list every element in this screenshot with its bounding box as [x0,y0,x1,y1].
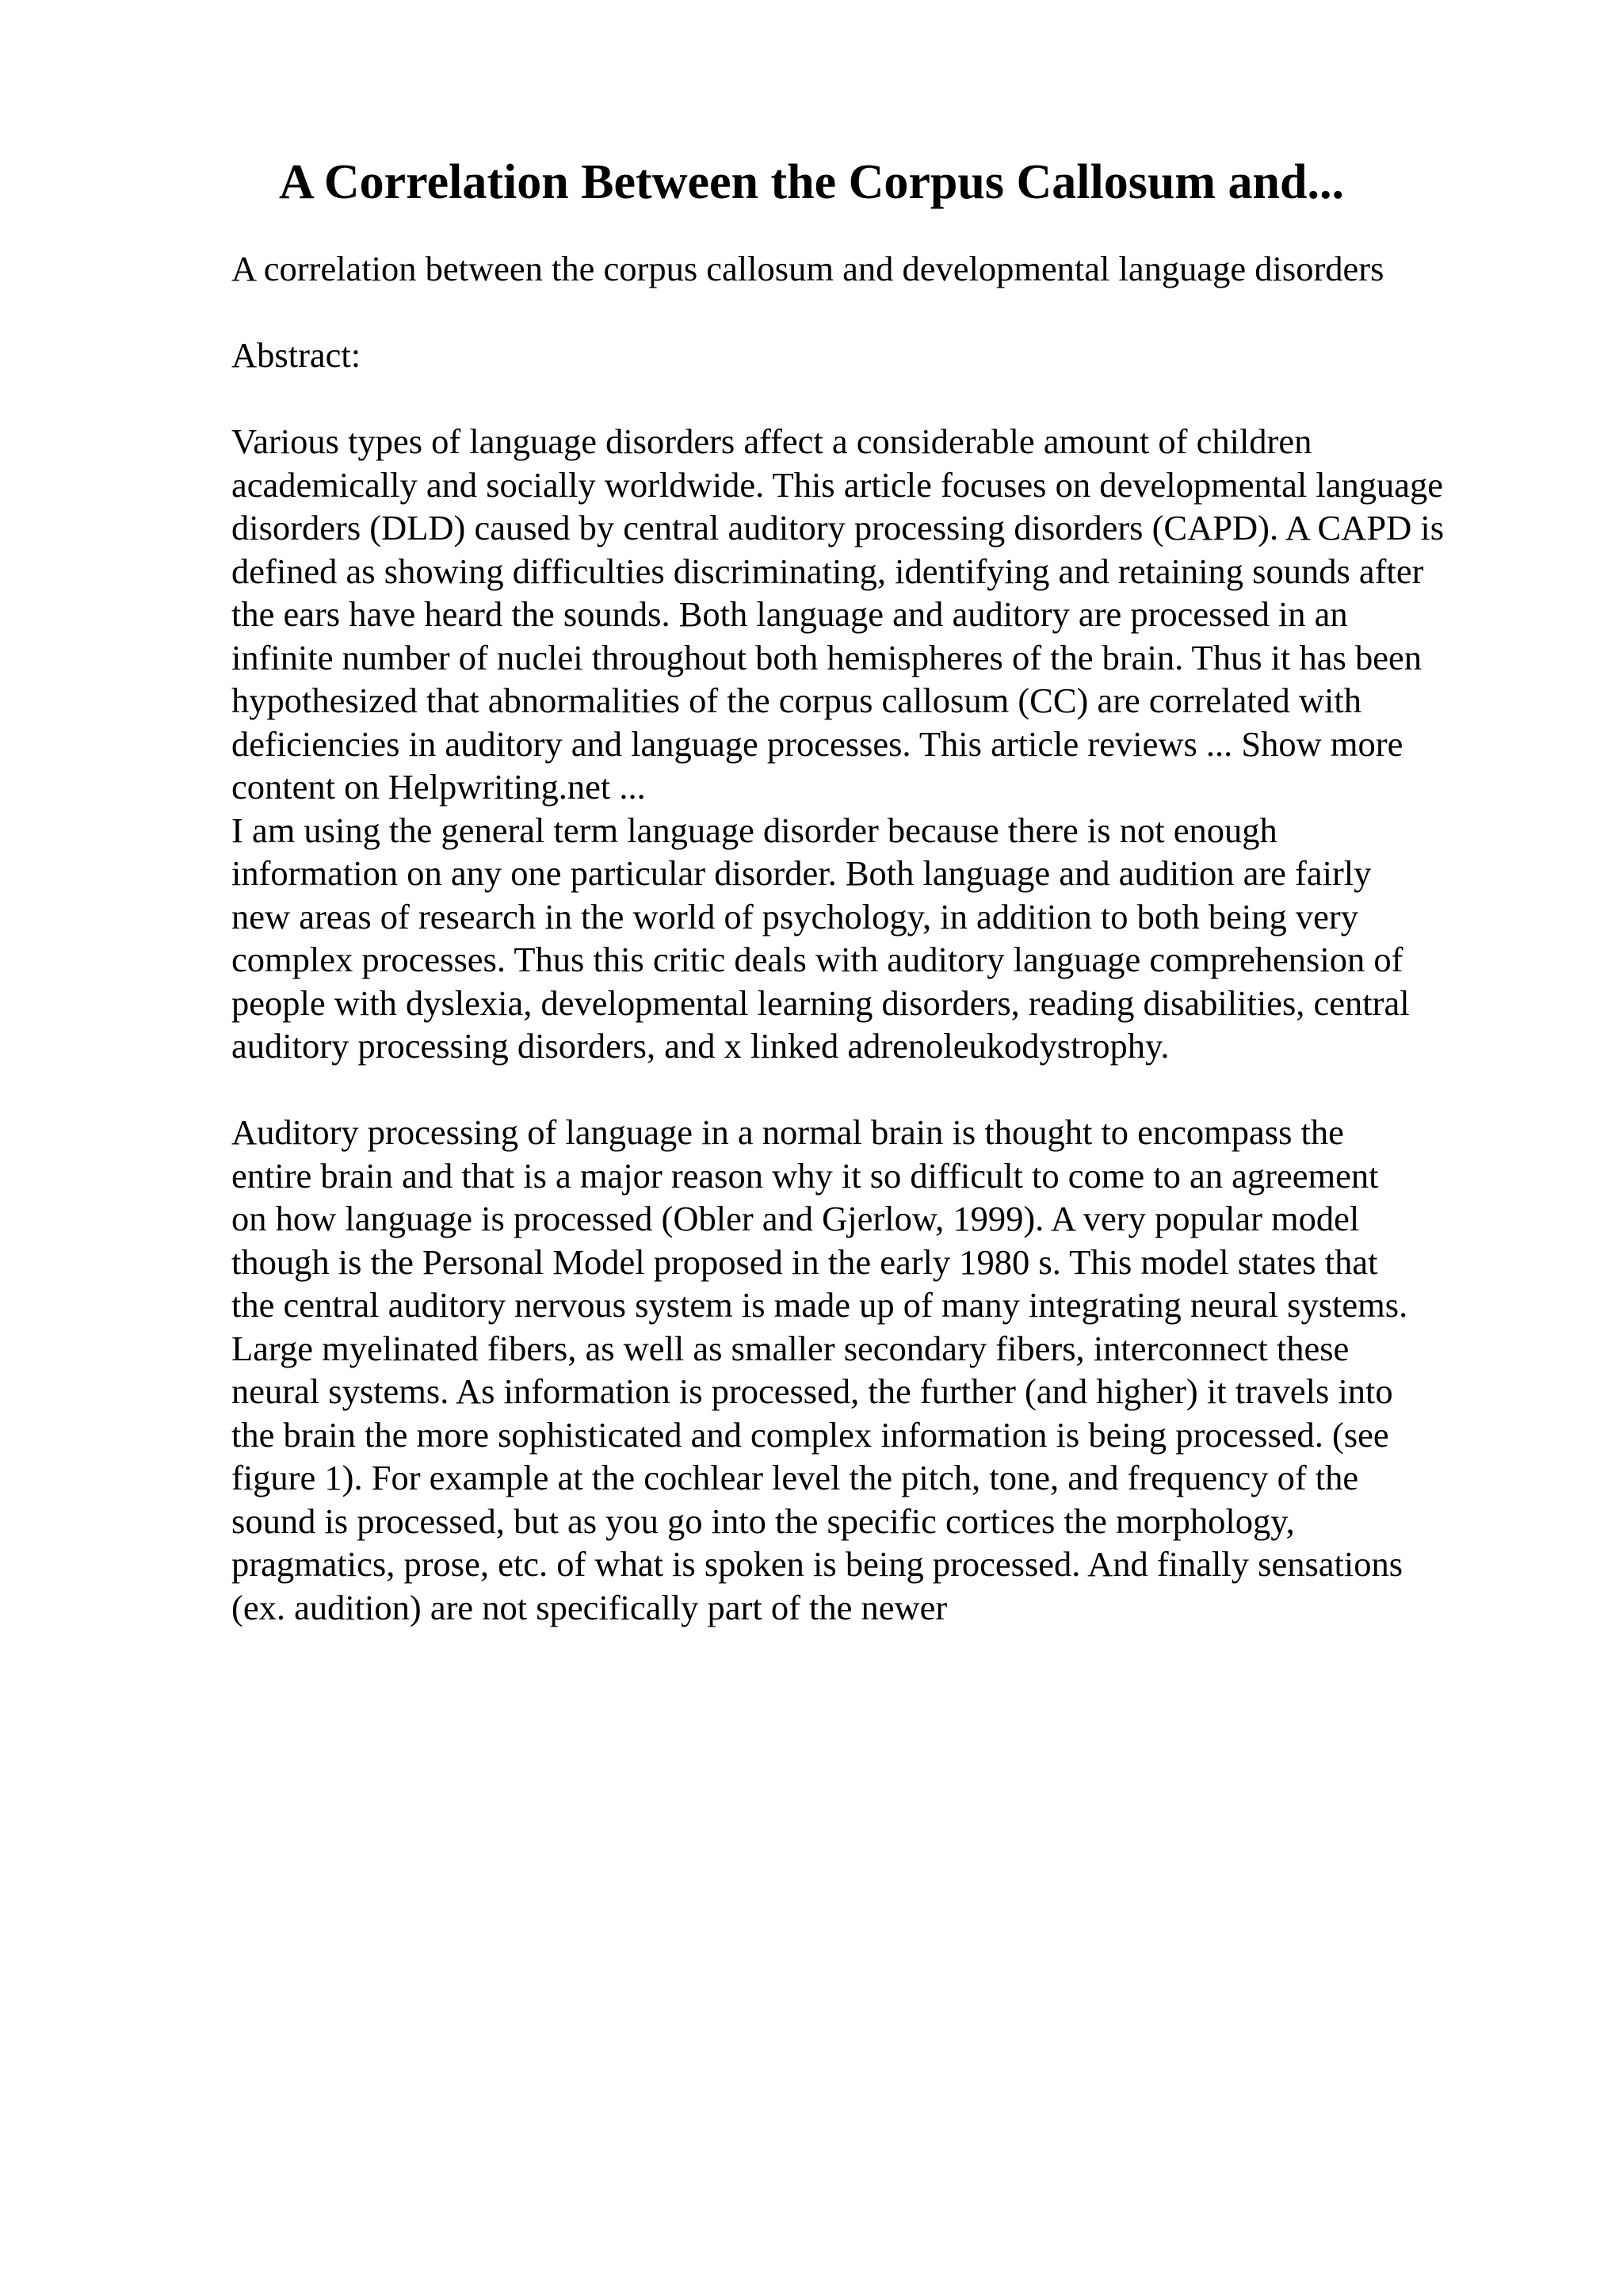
text-line: information on any one particular disorder. Both language and audition are fairly [231,853,1372,893]
text-line: I am using the general term language disorder because there is not enough [231,810,1277,850]
paragraph-abstract [231,420,1531,809]
abstract-label: Abstract: [231,335,361,375]
text-line: the central auditory nervous system is made up of many integrating neural systems. [231,1285,1408,1325]
page-title: A Correlation Between the Corpus Callosum and... [279,155,1344,209]
text-line: people with dyslexia, developmental learning disorders, reading disabilities, central [231,982,1410,1023]
text-line: entire brain and that is a major reason why it so difficult to come to an agreement [231,1155,1379,1196]
text-line: (ex. audition) are not specifically part of the newer [231,1587,948,1627]
spacer [231,1068,1531,1112]
text-line: defined as showing difficulties discriminating, identifying and retaining sounds after [231,551,1424,591]
text-line: content on Helpwriting.net ... [231,767,646,807]
spacer [231,291,1531,334]
paragraph-introduction [231,809,1531,1068]
text-line: though is the Personal Model proposed in the early 1980 s. This model states that [231,1241,1378,1282]
document-body [231,247,1531,1629]
text-line: new areas of research in the world of psychology, in addition to both being very [231,896,1358,936]
text-line: Various types of language disorders affect a considerable amount of children [231,421,1312,461]
text-line: deficiencies in auditory and language processes. This article reviews ... Show more [231,723,1403,764]
text-line: neural systems. As information is processed, the further (and higher) it travels into [231,1371,1393,1411]
text-line: sound is processed, but as you go into the specific cortices the morphology, [231,1501,1295,1541]
text-line: the brain the more sophisticated and complex information is being processed. (see [231,1414,1389,1455]
text-line: auditory processing disorders, and x linked adrenoleukodystrophy. [231,1026,1170,1066]
text-line: hypothesized that abnormalities of the corpus callosum (CC) are correlated with [231,681,1362,720]
subtitle: A correlation between the corpus callosum and developmental language disorders [231,249,1384,288]
text-line: Large myelinated fibers, as well as smaller secondary fibers, interconnect these [231,1328,1350,1368]
text-line: Auditory processing of language in a normal brain is thought to encompass the [231,1112,1344,1152]
paragraph-auditory-processing [231,1111,1531,1629]
text-line: academically and socially worldwide. This article focuses on developmental language [231,464,1443,505]
spacer [231,377,1531,421]
text-line: figure 1). For example at the cochlear level the pitch, tone, and frequency of the [231,1458,1359,1497]
text-line: pragmatics, prose, etc. of what is spoken is being processed. And finally sensations [231,1544,1403,1584]
text-line: disorders (DLD) caused by central auditory processing disorders (CAPD). A CAPD is [231,508,1445,547]
text-line: infinite number of nuclei throughout both hemispheres of the brain. Thus it has been [231,637,1422,677]
text-line: complex processes. Thus this critic deals with auditory language comprehension of [231,940,1403,979]
text-line: the ears have heard the sounds. Both language and auditory are processed in an [231,594,1348,634]
text-line: on how language is processed (Obler and Gjerlow, 1999). A very popular model [231,1199,1360,1238]
